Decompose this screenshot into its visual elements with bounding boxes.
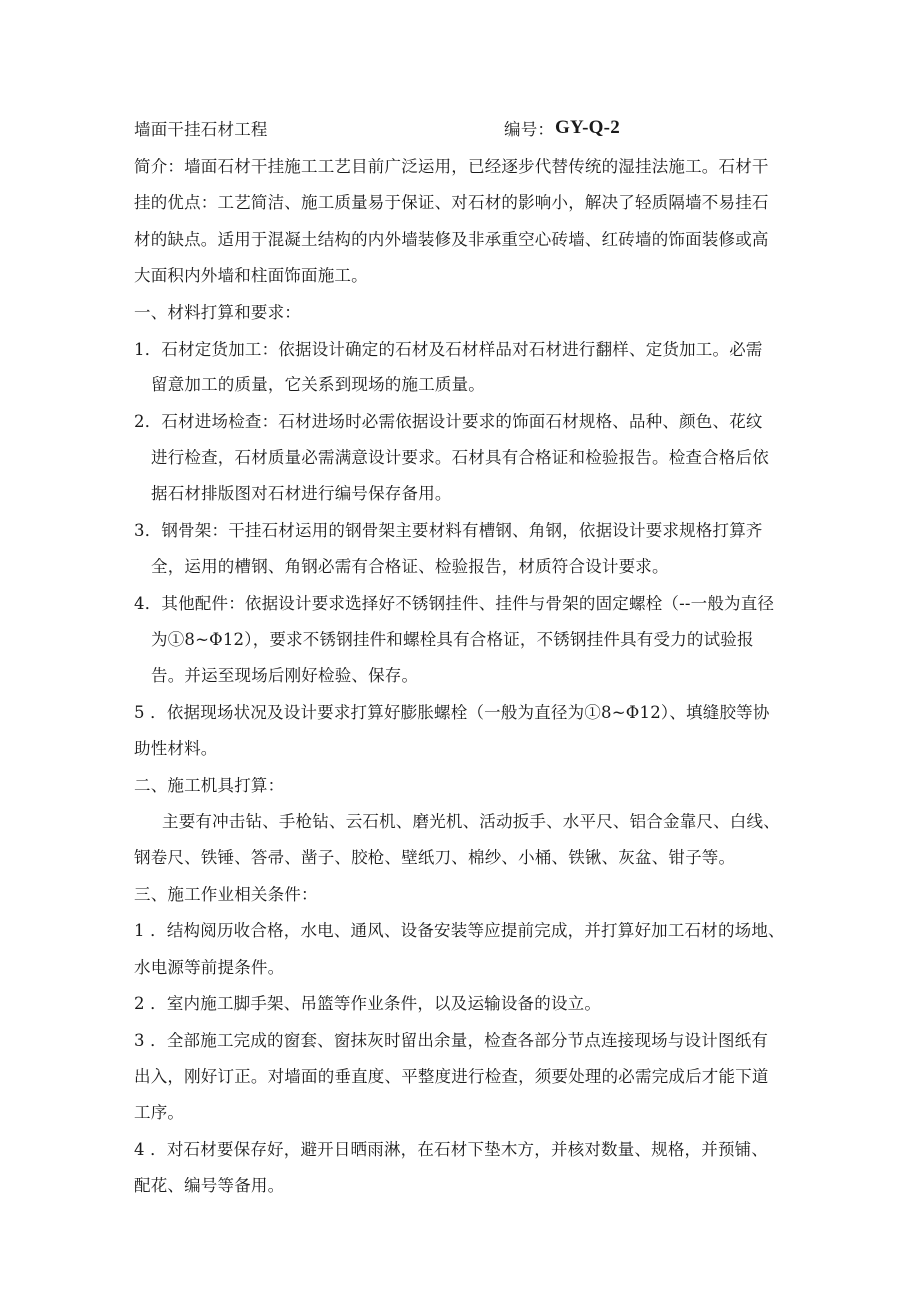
list-item-line: 2 ．室内施工脚手架、吊篮等作业条件，以及运输设备的设立。	[134, 994, 602, 1013]
document-title: 墙面干挂石材工程	[134, 120, 268, 139]
list-item-line: 2．石材进场检查：石材进场时必需依据设计要求的饰面石材规格、品种、颜色、花纹	[134, 412, 763, 431]
list-item-line: 3．钢骨架：干挂石材运用的钢骨架主要材料有槽钢、角钢，依据设计要求规格打算齐	[134, 521, 763, 540]
intro-line: 大面积内外墙和柱面饰面施工。	[134, 266, 368, 285]
list-item-line: 全，运用的槽钢、角钢必需有合格证、检验报告，材质符合设计要求。	[151, 557, 669, 576]
list-item-line: 3 ．全部施工完成的窗套、窗抹灰时留出余量，检查各部分节点连接现场与设计图纸有	[134, 1031, 769, 1050]
document-header	[134, 117, 620, 141]
list-item-line: 进行检查，石材质量必需满意设计要求。石材具有合格证和检验报告。检查合格后依	[151, 448, 769, 467]
intro-line: 挂的优点：工艺简洁、施工质量易于保证、对石材的影响小，解决了轻质隔墙不易挂石	[134, 193, 769, 212]
list-item-line: 据石材排版图对石材进行编号保存备用。	[151, 484, 452, 503]
list-item-line: 助性材料。	[134, 739, 218, 758]
paragraph-line: 钢卷尺、铁锤、答帚、凿子、胶枪、壁纸刀、棉纱、小桶、铁锹、灰盆、钳子等。	[134, 848, 736, 867]
section-heading: 三、施工作业相关条件：	[134, 885, 318, 904]
intro-line: 材的缺点。适用于混凝土结构的内外墙装修及非承重空心砖墙、红砖墙的饰面装修或高	[134, 230, 769, 249]
list-item-line: 为①8~Φ12），要求不锈钢挂件和螺栓具有合格证，不锈钢挂件具有受力的试验报	[151, 630, 754, 649]
document-code: GY-Q-2	[555, 117, 620, 138]
paragraph-line: 主要有冲击钻、手枪钻、云石机、磨光机、活动扳手、水平尺、铝合金靠尺、白线、	[162, 812, 780, 831]
list-item-line: 1 ．结构阅历收合格，水电、通风、设备安装等应提前完成，并打算好加工石材的场地、	[134, 921, 785, 940]
list-item-line: 配花、编号等备用。	[134, 1176, 285, 1195]
section-heading: 二、施工机具打算：	[134, 776, 285, 795]
list-item-line: 告。并运至现场后刚好检验、保存。	[151, 666, 419, 685]
list-item-line: 出入，刚好订正。对墙面的垂直度、平整度进行检查，须要处理的必需完成后才能下道	[134, 1067, 769, 1086]
list-item-line: 水电源等前提条件。	[134, 958, 285, 977]
list-item-line: 留意加工的质量，它关系到现场的施工质量。	[151, 375, 485, 394]
section-heading: 一、材料打算和要求：	[134, 303, 301, 322]
list-item-line: 4．其他配件：依据设计要求选择好不锈钢挂件、挂件与骨架的固定螺栓（--一般为直径	[134, 594, 775, 613]
code-label: 编号：	[504, 120, 555, 139]
list-item-line: 4 ．对石材要保存好，避开日晒雨淋，在石材下垫木方，并核对数量、规格，并预铺、	[134, 1140, 769, 1159]
list-item-line: 1．石材定货加工：依据设计确定的石材及石材样品对石材进行翻样、定货加工。必需	[134, 340, 763, 359]
intro-line: 简介：墙面石材干挂施工工艺目前广泛运用，已经逐步代替传统的湿挂法施工。石材干	[134, 157, 769, 176]
list-item-line: 5 ．依据现场状况及设计要求打算好膨胀螺栓（一般为直径为①8~Φ12）、填缝胶等协	[134, 703, 770, 722]
list-item-line: 工序。	[134, 1103, 185, 1122]
